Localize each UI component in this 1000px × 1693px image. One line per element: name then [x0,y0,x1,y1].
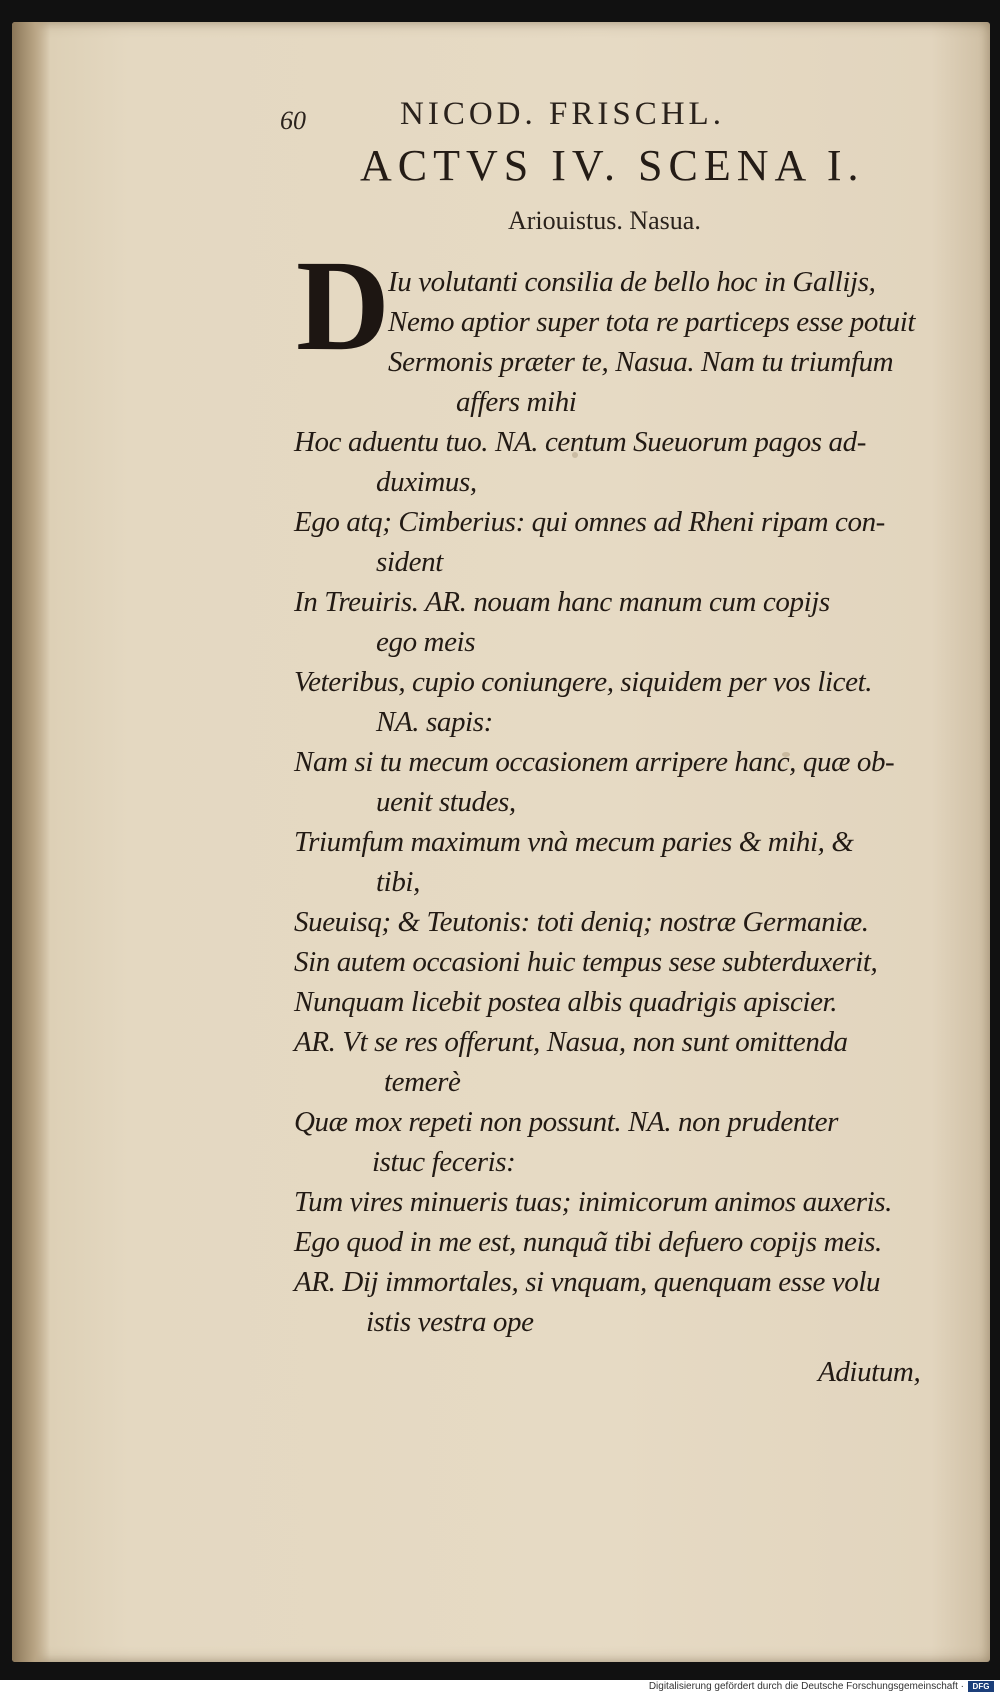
verse-line: AR. Dij immortales, si vnquam, quenquam esse volu [294,1266,881,1298]
verse-line: sident [376,546,443,578]
verse-line: Iu volutanti consilia de bello hoc in Gallijs, [388,266,876,298]
verse-line: Sin autem occasioni huic tempus sese subterduxerit, [294,946,878,978]
footer-bar [0,1680,1000,1693]
verse-line: affers mihi [456,386,577,418]
scene-title: ACTVS IV. SCENA I. [360,141,865,190]
footer-credit: Digitalisierung gefördert durch die Deutsche Forschungsgemeinschaft · [648,1681,964,1692]
verse-line: AR. Vt se res offerunt, Nasua, non sunt omittenda [294,1026,848,1058]
verse-line: Nunquam licebit postea albis quadrigis apiscier. [294,986,838,1018]
dfg-logo[interactable]: DFG [968,1681,994,1692]
catchword: Adiutum, [818,1356,921,1388]
running-head: NICOD. FRISCHL. [400,96,725,132]
page-number: 60 [280,106,306,135]
verse-line: istuc feceris: [372,1146,516,1178]
verse-line: Quæ mox repeti non possunt. NA. non prudenter [294,1106,838,1138]
verse-line: Ego quod in me est, nunquã tibi defuero copijs meis. [294,1226,882,1258]
verse-line: Veteribus, cupio coniungere, siquidem per vos licet. [294,666,873,698]
verse-line: temerè [384,1066,461,1098]
dramatis-personae: Ariouistus. Nasua. [508,206,701,235]
verse-line: Sermonis præter te, Nasua. Nam tu triumfum [388,346,894,378]
verse-line: Nam si tu mecum occasionem arripere hanc, quæ ob- [294,746,895,778]
verse-line: Triumfum maximum vnà mecum paries & mihi, & [294,826,854,858]
verse-line: Sueuisq; & Teutonis: toti deniq; nostræ Germaniæ. [294,906,869,938]
verse-line: Nemo aptior super tota re particeps esse potuit [388,306,916,338]
verse-line: uenit studes, [376,786,516,818]
verse-line: Hoc aduentu tuo. NA. centum Sueuorum pagos ad- [294,426,866,458]
verse-line: In Treuiris. AR. nouam hanc manum cum copijs [294,586,830,618]
verse-line: duximus, [376,466,477,498]
page-gutter [12,22,50,1662]
page-header [280,84,800,144]
verse-line: ego meis [376,626,476,658]
verse-line: istis vestra ope [366,1306,534,1338]
verse-line: Ego atq; Cimberius: qui omnes ad Rheni ripam con- [294,506,885,538]
verse-line: NA. sapis: [376,706,493,738]
verse-line: tibi, [376,866,420,898]
drop-capital: D [296,234,390,378]
verse-line: Tum vires minueris tuas; inimicorum animos auxeris. [294,1186,892,1218]
